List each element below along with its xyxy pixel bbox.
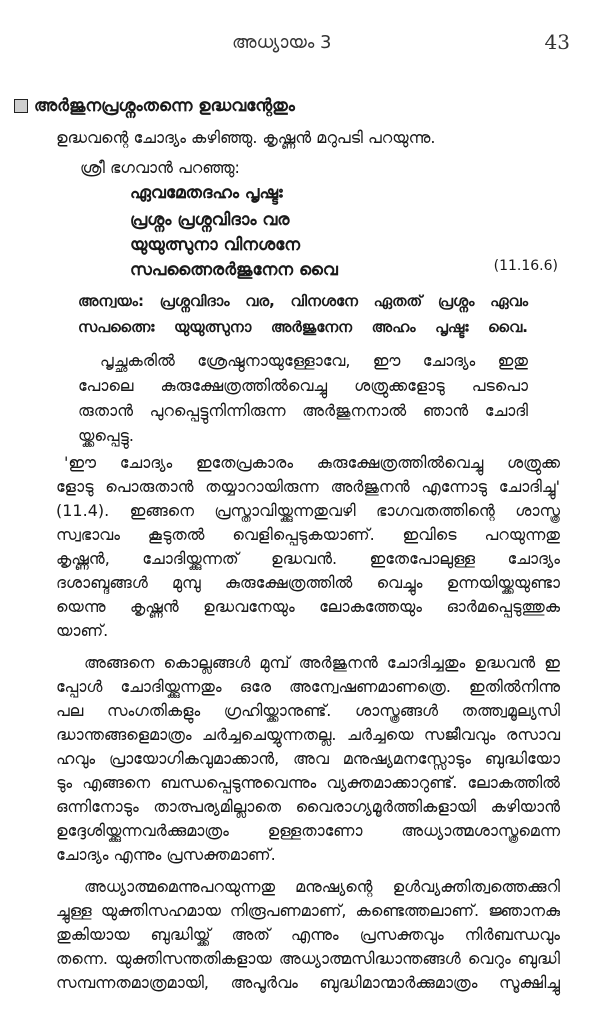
intro-line: ശ്രീ ഭഗവാൻ പറഞ്ഞു: [80, 158, 240, 177]
paragraph-line: അധ്യാത്മമെന്നുപറയുന്നതു മനുഷ്യന്റെ ഉൾവ്യക്തിത്വത്തെക്കുറി [84, 877, 560, 896]
verse-line: സപത്നൈരർജുനേന വൈ [130, 260, 338, 280]
verse-line: പ്രശ്നം പ്രശ്നവിദാം വര [130, 210, 290, 230]
paragraph-line: യെന്നു കൃഷ്ണൻ ഉദ്ധവനേയും ലോകത്തേയും ഓർമപ്പെടുത്തുക [56, 597, 560, 616]
paragraph-line: ദ്ധാന്തങ്ങളെമാത്രം ചർച്ചചെയ്യുന്നതല്ല. ചർച്ചയെ സജീവവും രസാവ [56, 725, 560, 744]
verse-line: ഏവമേതദഹം പൃഷ്ടഃ [130, 183, 283, 203]
verse-line: യുയുത്സുനാ വിനശനേ [130, 235, 300, 255]
anvaya-line: അന്വയം: പ്രശ്നവിദാം വര, വിനശനേ ഏതത് പ്രശ്നം ഏവം [78, 292, 528, 310]
paragraph-line: പ്പോൾ ചോദിയ്ക്കുന്നതും ഒരേ അന്വേഷണമാണത്രെ. ഇതിൽനിന്നു [56, 677, 560, 696]
chapter-title: അധ്യായം 3 [232, 32, 332, 53]
paragraph-line: സ്വഭാവം കൂടുതൽ വെളിപ്പെടുകയാണ്. ഇവിടെ പറയുന്നതു [56, 525, 560, 544]
meaning-line: യ്ക്കപ്പെട്ടു. [78, 426, 134, 445]
page-header [0, 26, 600, 66]
paragraph-line: ഒന്നിനോടും താത്പര്യമില്ലാതെ വൈരാഗ്യമൂർത്തികളായി കഴിയാൻ [56, 797, 560, 816]
paragraph-line: ച്ചുള്ള യുക്തിസഹമായ നിരൂപണമാണ്, കണ്ടെത്തലാണ്. ജ്ഞാനകു [56, 901, 560, 920]
square-bullet-icon [14, 99, 28, 113]
paragraph-line: (11.4). ഇങ്ങനെ പ്രസ്താവിയ്ക്കുന്നതുവഴി ഭാഗവതത്തിന്റെ ശാസ്ത്ര [56, 501, 560, 520]
intro-line: ഉദ്ധവന്റെ ചോദ്യം കഴിഞ്ഞു. കൃഷ്ണൻ മറുപടി പറയുന്നു. [56, 128, 436, 147]
section-title: അർജുനപ്രശ്നംതന്നെ ഉദ്ധവന്റേതും [34, 96, 295, 116]
paragraph-line: ടും എങ്ങനെ ബന്ധപ്പെടുന്നുവെന്നും വ്യക്തമാക്കാറുണ്ട്. ലോകത്തിൽ [56, 773, 560, 792]
page-number: 43 [544, 30, 570, 54]
meaning-line: പൃച്ഛകരിൽ ശ്രേഷ്ഠനായുള്ളോവേ, ഈ ചോദ്യം ഇതു [100, 351, 528, 370]
paragraph-line: തന്നെ. യുക്തിസന്തതികളായ അധ്യാത്മസിദ്ധാന്തങ്ങൾ വെറും ബുദ്ധി [56, 949, 560, 968]
paragraph-line: ഉദ്ദേശിയ്ക്കുന്നവർക്കുമാത്രം ഉള്ളതാണോ അധ്യാത്മശാസ്ത്രമെന്ന [56, 821, 560, 840]
paragraph-line: കൃഷ്ണൻ, ചോദിയ്ക്കുന്നത് ഉദ്ധവൻ. ഇതേപോലുള്ള ചോദ്യം [56, 549, 560, 568]
paragraph-line: ഹവും പ്രായോഗികവുമാക്കാൻ, അവ മനുഷ്യമനസ്സോടും ബുദ്ധിയോ [56, 749, 560, 768]
paragraph-line: സമ്പന്നതമാത്രമായി, അപൂർവം ബുദ്ധിമാന്മാർക്കുമാത്രം സൂക്ഷിച്ചു [56, 973, 560, 992]
paragraph-line: ദശാബ്ദങ്ങൾ മുമ്പു കുരുക്ഷേത്രത്തിൽ വെച്ചും ഉന്നയിയ്ക്കയുണ്ടാ [56, 573, 560, 592]
paragraph-line: അങ്ങനെ കൊല്ലങ്ങൾ മുമ്പ് അർജുനൻ ചോദിച്ചതും ഉദ്ധവൻ ഇ [84, 653, 560, 672]
paragraph-line: 'ഈ ചോദ്യം ഇതേപ്രകാരം കുരുക്ഷേത്രത്തിൽവെച്ചു ശത്രുക്ക [64, 453, 560, 472]
verse-reference: (11.16.6) [493, 258, 558, 274]
paragraph-line: യാണ്. [56, 621, 109, 640]
paragraph-line: ചോദ്യം എന്നും പ്രസക്തമാണ്. [56, 845, 276, 864]
section-heading [14, 96, 295, 116]
meaning-line: രുതാൻ പുറപ്പെട്ടുനിന്നിരുന്ന അർജുനനാൽ ഞാൻ ചോദി [78, 401, 528, 420]
meaning-line: പോലെ കുരുക്ഷേത്രത്തിൽവെച്ചു ശത്രുക്കളോടു പടപൊ [78, 376, 528, 395]
paragraph-line: പല സംഗതികളും ഗ്രഹിയ്ക്കാനുണ്ട്. ശാസ്ത്രങ്ങൾ തത്ത്വമൂല്യസി [56, 701, 560, 720]
paragraph-line: ളോടു പൊരുതാൻ തയ്യാറായിരുന്ന അർജുനൻ എന്നോടു ചോദിച്ചു' [56, 477, 560, 496]
paragraph-line: തുകിയായ ബുദ്ധിയ്ക്ക് അത് എന്നും പ്രസക്തവും നിർബന്ധവും [56, 925, 560, 944]
anvaya-line: സപത്നൈഃ യുയുത്സുനാ അർജുനേന അഹം പൃഷ്ടഃ വൈ. [78, 318, 528, 336]
